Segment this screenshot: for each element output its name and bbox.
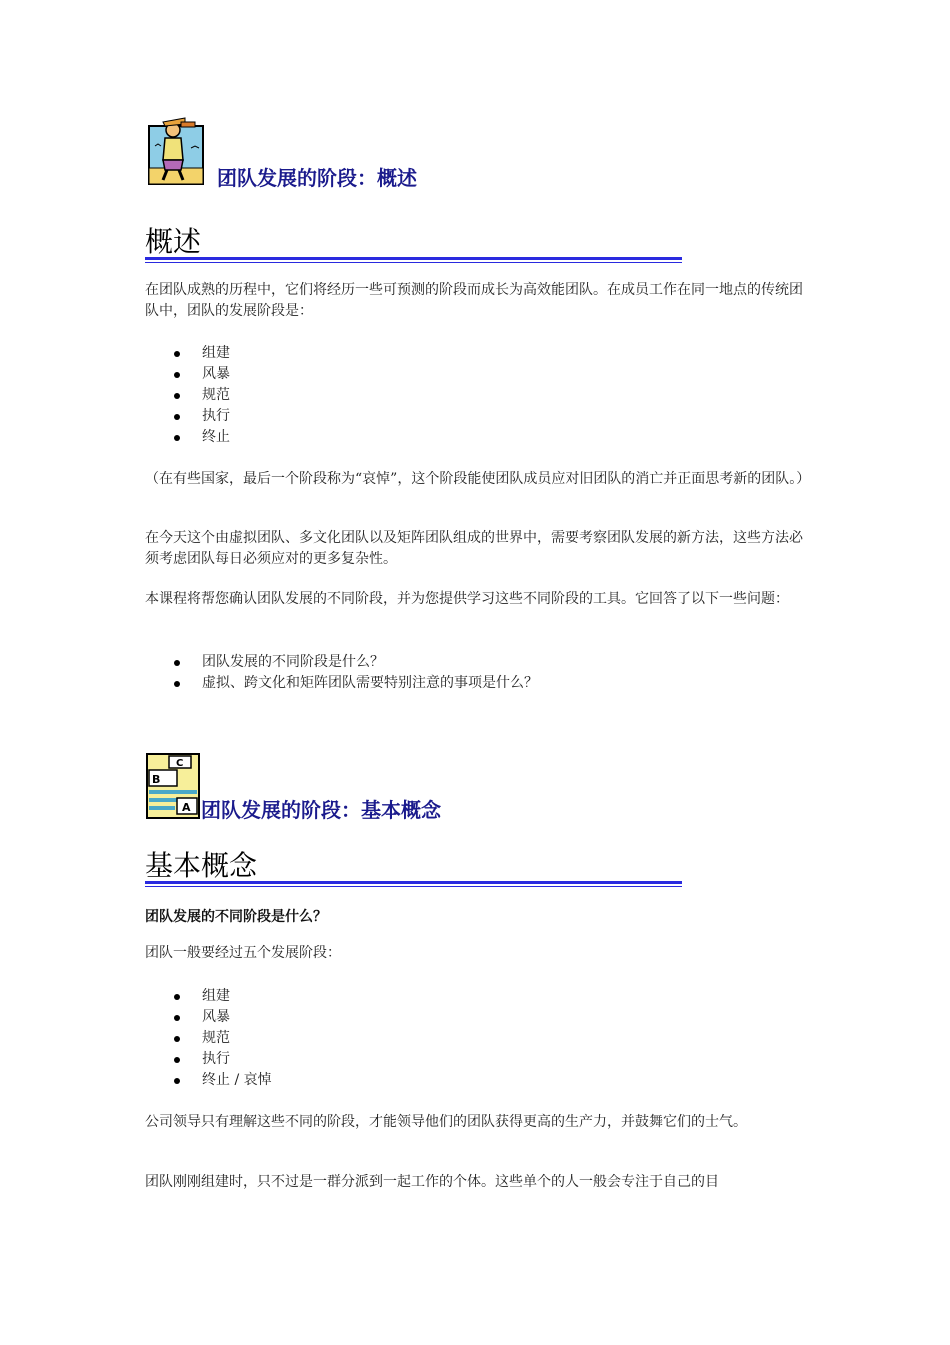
- course-paragraph: 本课程将帮您确认团队发展的不同阶段，并为您提供学习这些不同阶段的工具。它回答了以下一些问题：: [145, 591, 789, 607]
- stages-question: 团队发展的不同阶段是什么？: [145, 909, 327, 925]
- question-list: [145, 652, 538, 694]
- list-item: 规范: [145, 385, 230, 406]
- list-item: 执行: [145, 406, 230, 427]
- list-item: 组建: [145, 343, 230, 364]
- forming-paragraph: 团队刚刚组建时，只不过是一群分派到一起工作的个体。这些单个的人一般会专注于自己的目: [145, 1174, 719, 1190]
- list-item: 规范: [145, 1028, 272, 1049]
- list-item: 团队发展的不同阶段是什么？: [145, 652, 538, 673]
- list-item: 风暴: [145, 364, 230, 385]
- section-title-basics: 团队发展的阶段：基本概念: [201, 798, 441, 822]
- complexity-paragraph: 在今天这个由虚拟团队、多文化团队以及矩阵团队组成的世界中，需要考察团队发展的新方法，这些方法必须考虑团队每日必须应对的更多复杂性。: [145, 530, 803, 567]
- heading-basics: 基本概念: [145, 852, 682, 884]
- stage-list-2: [145, 986, 272, 1091]
- svg-text:A: A: [182, 801, 191, 814]
- svg-text:B: B: [152, 773, 161, 786]
- heading-overview: 概述: [145, 228, 682, 260]
- five-stages-intro: 团队一般要经过五个发展阶段：: [145, 945, 341, 961]
- list-item: 终止: [145, 427, 230, 448]
- section-title-overview: 团队发展的阶段：概述: [217, 166, 417, 190]
- abc-steps-icon: [145, 752, 201, 820]
- svg-text:C: C: [176, 758, 184, 769]
- list-item: 组建: [145, 986, 272, 1007]
- section-header-basics: [145, 752, 441, 820]
- leadership-paragraph: 公司领导只有理解这些不同的阶段，才能领导他们的团队获得更高的生产力，并鼓舞它们的士气。: [145, 1114, 747, 1130]
- stage-list-1: [145, 343, 230, 448]
- list-item: 虚拟、跨文化和矩阵团队需要特别注意的事项是什么？: [145, 673, 538, 694]
- section-header-overview: [145, 116, 417, 190]
- list-item: 执行: [145, 1049, 272, 1070]
- mourning-note: （在有些国家，最后一个阶段称为“哀悼”，这个阶段能使团队成员应对旧团队的消亡并正面思考新的团队。）: [145, 471, 811, 487]
- person-with-telescope-icon: [145, 116, 207, 186]
- intro-paragraph: 在团队成熟的历程中，它们将经历一些可预测的阶段而成长为高效能团队。在成员工作在同一地点的传统团队中，团队的发展阶段是：: [145, 282, 803, 319]
- list-item: 风暴: [145, 1007, 272, 1028]
- list-item: 终止 / 哀悼: [145, 1070, 272, 1091]
